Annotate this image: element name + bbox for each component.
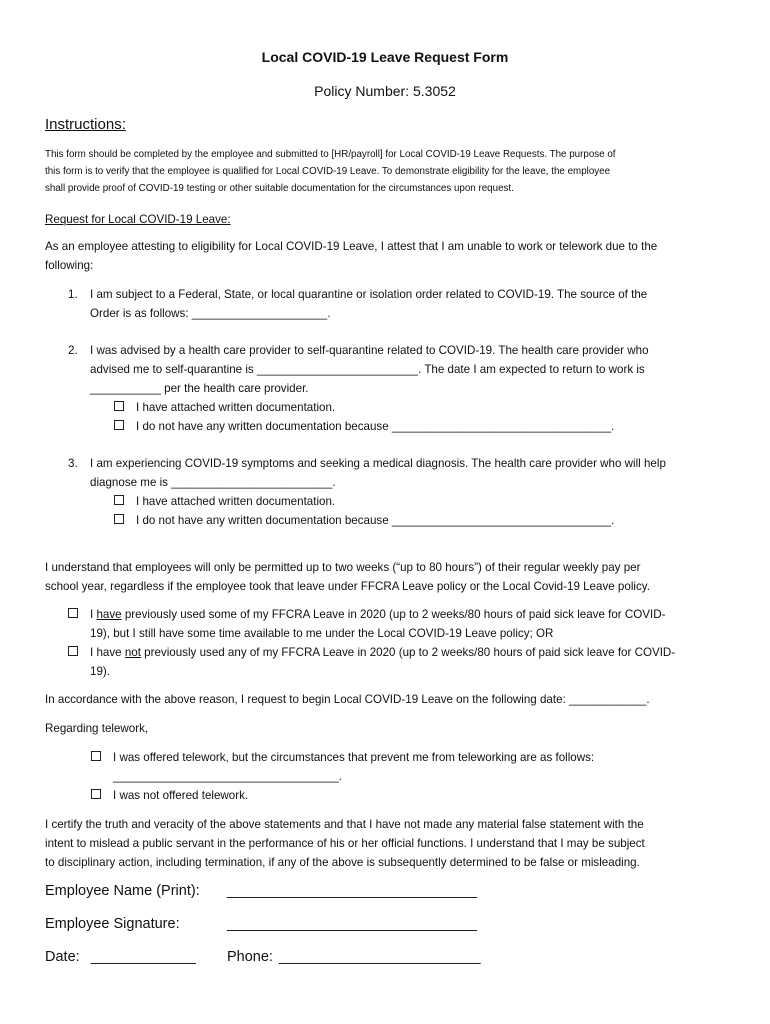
- employee-signature-label: Employee Signature:: [45, 916, 180, 932]
- form-title: Local COVID-19 Leave Request Form: [261, 49, 509, 65]
- option-continuation: 19), but I still have some time available to me under the Local COVID-19 Leave policy; OR: [90, 627, 554, 640]
- instructions-line: shall provide proof of COVID-19 testing or other suitable documentation for the circumstances upon request.: [45, 183, 514, 194]
- option-continuation: 19).: [90, 665, 110, 678]
- understanding-text: [45, 558, 735, 596]
- employee-name-label: Employee Name (Print):: [45, 883, 200, 899]
- option-emphasis: have: [96, 608, 122, 621]
- instructions-text: [45, 146, 735, 197]
- telework-option-not-offered[interactable]: [91, 786, 731, 805]
- option-text: I: [90, 608, 97, 621]
- reason-item-3: [68, 454, 728, 530]
- item-line: advised me to self-quarantine is _________________________. The date I am expected to return to work is: [90, 363, 645, 376]
- item-number: 3.: [68, 457, 78, 470]
- date-label: Date:: [45, 949, 80, 965]
- ffcra-option-not[interactable]: [68, 643, 738, 662]
- ffcra-option-have[interactable]: [68, 605, 738, 624]
- attestation-line: following:: [45, 259, 94, 272]
- telework-heading: Regarding telework,: [45, 722, 149, 735]
- item-number: 1.: [68, 288, 78, 301]
- item-line: I am experiencing COVID-19 symptoms and seeking a medical diagnosis. The health care provider who will help: [90, 457, 666, 470]
- option-text: previously used some of my FFCRA Leave in 2020 (up to 2 weeks/80 hours of paid sick leave for COVID-: [121, 608, 666, 621]
- date-field[interactable]: _____________: [91, 949, 196, 965]
- item-line: I was advised by a health care provider to self-quarantine related to COVID-19. The health care provider who: [90, 344, 649, 357]
- option-text: I have: [90, 646, 125, 659]
- checkbox-label: I was not offered telework.: [113, 789, 249, 802]
- reason-item-1: [68, 285, 728, 323]
- certification-text: [45, 815, 735, 872]
- attestation-line: As an employee attesting to eligibility for Local COVID-19 Leave, I attest that I am unable to work or telework due to the: [45, 240, 658, 253]
- option-text: previously used any of my FFCRA Leave in 2020 (up to 2 weeks/80 hours of paid sick leave for COVID-: [140, 646, 676, 659]
- policy-number: Policy Number: 5.3052: [314, 83, 456, 99]
- option-continuation: ___________________________________.: [113, 770, 342, 783]
- checkbox-icon[interactable]: [114, 401, 124, 411]
- option-emphasis: not: [124, 646, 141, 659]
- checkbox-icon[interactable]: [114, 420, 124, 430]
- telework-option-offered[interactable]: [91, 748, 731, 767]
- understanding-line: school year, regardless if the employee took that leave under FFCRA Leave policy or the Local Covid-19 Leave policy.: [45, 580, 650, 593]
- item-number: 2.: [68, 344, 78, 357]
- item-line: ___________ per the health care provider.: [90, 382, 309, 395]
- leave-start-request: In accordance with the above reason, I request to begin Local COVID-19 Leave on the following date: ____________.: [45, 693, 650, 706]
- reason-item-2: [68, 341, 728, 436]
- employee-signature-field[interactable]: _______________________________: [227, 916, 477, 932]
- attestation-text: [45, 237, 735, 275]
- certification-line: to disciplinary action, including termination, if any of the above is subsequently determined to be false or misleading.: [45, 856, 640, 869]
- checkbox-icon[interactable]: [114, 514, 124, 524]
- phone-label: Phone:: [227, 949, 273, 965]
- checkbox-icon[interactable]: [114, 495, 124, 505]
- ffcra-options: [68, 605, 738, 681]
- telework-options: [91, 748, 731, 805]
- checkbox-option[interactable]: [114, 417, 728, 436]
- certification-line: I certify the truth and veracity of the above statements and that I have not made any material false statement with the: [45, 818, 644, 831]
- item-line: Order is as follows: _____________________.: [90, 307, 331, 320]
- checkbox-label: I do not have any written documentation because __________________________________.: [136, 420, 615, 433]
- checkbox-label: I have attached written documentation.: [136, 401, 336, 414]
- item-line: I am subject to a Federal, State, or local quarantine or isolation order related to COVID-19. The source of the: [90, 288, 648, 301]
- item-line: diagnose me is _________________________.: [90, 476, 336, 489]
- employee-name-field[interactable]: _______________________________: [227, 883, 477, 899]
- checkbox-label: I have attached written documentation.: [136, 495, 336, 508]
- instructions-line: this form is to verify that the employee is qualified for Local COVID-19 Leave. To demonstrate eligibility for the leave, the employee: [45, 166, 611, 177]
- instructions-heading: Instructions:: [45, 116, 126, 133]
- checkbox-icon[interactable]: [68, 646, 78, 656]
- certification-line: intent to mislead a public servant in the performance of his or her official functions. I understand that I may be subject: [45, 837, 645, 850]
- understanding-line: I understand that employees will only be permitted up to two weeks (“up to 80 hours”) of their regular weekly pay per: [45, 561, 641, 574]
- request-heading: Request for Local COVID-19 Leave:: [45, 213, 231, 226]
- checkbox-label: I was offered telework, but the circumstances that prevent me from teleworking are as follows:: [113, 751, 595, 764]
- checkbox-option[interactable]: [114, 511, 728, 530]
- instructions-line: This form should be completed by the employee and submitted to [HR/payroll] for Local COVID-19 Leave Requests. The purpose of: [45, 149, 616, 160]
- checkbox-option[interactable]: [114, 492, 728, 511]
- checkbox-icon[interactable]: [68, 608, 78, 618]
- phone-field[interactable]: _________________________: [279, 949, 481, 965]
- checkbox-icon[interactable]: [91, 751, 101, 761]
- checkbox-option[interactable]: [114, 398, 728, 417]
- checkbox-label: I do not have any written documentation because __________________________________.: [136, 514, 615, 527]
- checkbox-icon[interactable]: [91, 789, 101, 799]
